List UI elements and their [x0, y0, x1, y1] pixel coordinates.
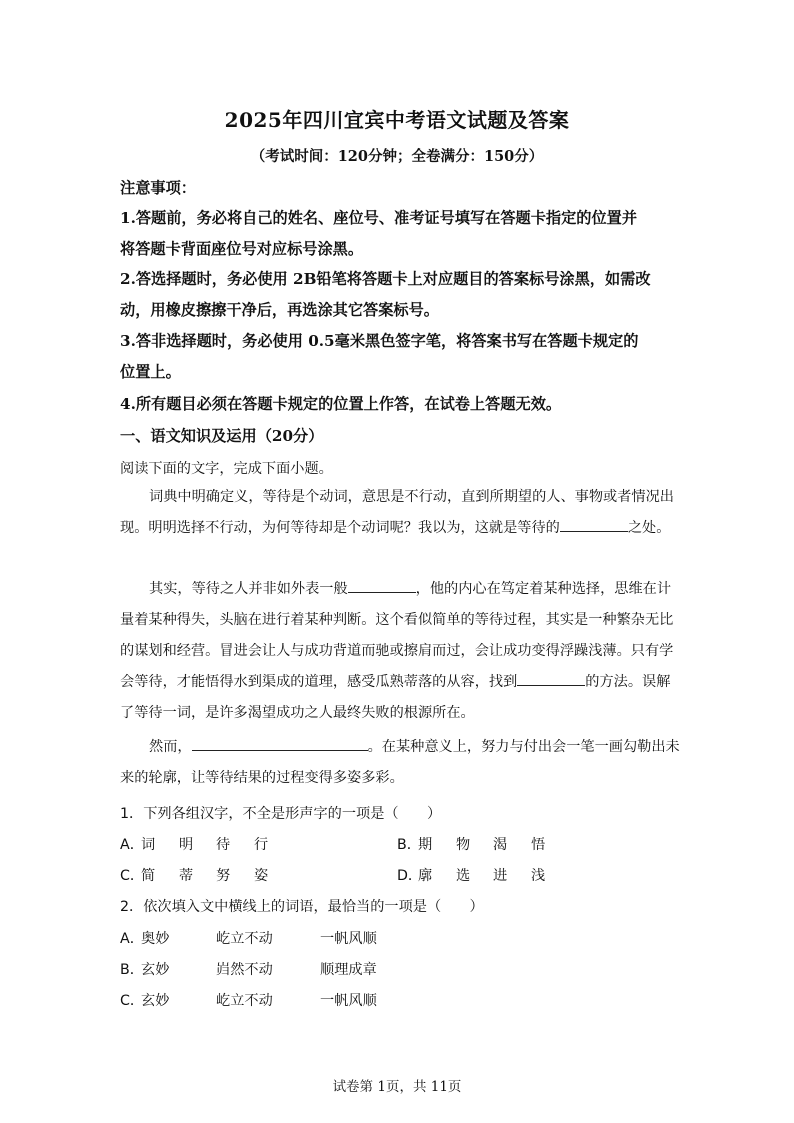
fill-blank — [560, 519, 628, 532]
fill-blank — [192, 738, 368, 751]
passage-text: 的方法。误解了等待一词，是许多渴望成功之人最终失败的根源所在。 — [120, 674, 671, 721]
page-footer: 试卷第 1页，共 11页 — [332, 1079, 462, 1095]
q1-option-b — [397, 834, 546, 854]
page-title: 2025年四川宜宾中考语文试题及答案 — [224, 108, 570, 132]
passage-text: 其实，等待之人并非如外表一般 — [149, 581, 348, 597]
option-char: 努 — [216, 868, 231, 884]
option-char: 进 — [493, 868, 508, 884]
option-char: 词 — [141, 837, 156, 853]
q1-option-d — [397, 865, 546, 885]
notice-item-2-line-1: 2.答选择题时，务必使用 2B铅笔将答题卡上对应题目的答案标号涂黑，如需改 — [120, 270, 651, 288]
notice-item-1-line-1: 1.答题前，务必将自己的姓名、座位号、准考证号填写在答题卡指定的位置并 — [120, 209, 638, 227]
notice-heading: 注意事项： — [120, 179, 196, 197]
option-char: 姿 — [254, 868, 269, 884]
passage-text: 然而， — [149, 739, 192, 755]
notice-item-3-line-1: 3.答非选择题时，务必使用 0.5毫米黑色签字笔，将答案书写在答题卡规定的 — [120, 332, 639, 350]
passage-text: 词典中明确定义，等待是个动词，意思是不行动，直到所期望的人、事物或者情况出现。明明选择不行动，为何等待却是个动词呢？我以为，这就是等待的 — [120, 489, 674, 536]
notice-item-3-line-2: 位置上。 — [120, 363, 181, 381]
option-label: B． — [120, 962, 144, 978]
option-char: 悟 — [531, 837, 546, 853]
option-phrase: 奥妙 — [141, 931, 170, 947]
option-phrase: 岿然不动 — [216, 962, 273, 978]
option-phrase: 玄妙 — [141, 962, 170, 978]
option-char: 廓 — [418, 868, 433, 884]
option-label: C． — [120, 993, 145, 1009]
question-1-stem: 1．下列各组汉字，不全是形声字的一项是（ ） — [120, 806, 442, 822]
fill-blank — [348, 580, 416, 593]
option-char: 期 — [418, 837, 433, 853]
passage-paragraph-1 — [120, 482, 680, 544]
q1-option-c — [120, 865, 269, 885]
fill-blank — [517, 673, 585, 686]
option-phrase: 屹立不动 — [216, 931, 273, 947]
reading-instruction: 阅读下面的文字，完成下面小题。 — [120, 461, 333, 477]
question-2-stem: 2．依次填入文中横线上的词语，最恰当的一项是（ ） — [120, 899, 484, 915]
option-label: D． — [397, 868, 423, 884]
passage-paragraph-3 — [120, 732, 680, 794]
option-phrase: 玄妙 — [141, 993, 170, 1009]
option-phrase: 顺理成章 — [320, 962, 377, 978]
option-char: 明 — [179, 837, 194, 853]
option-char: 简 — [141, 868, 156, 884]
option-phrase: 一帆风顺 — [320, 993, 377, 1009]
passage-text: 之处。 — [627, 520, 671, 536]
option-label: A． — [120, 837, 144, 853]
notice-item-1-line-2: 将答题卡背面座位号对应标号涂黑。 — [120, 240, 363, 258]
option-char: 选 — [456, 868, 471, 884]
q2-option-a — [120, 928, 377, 948]
option-label: A． — [120, 931, 144, 947]
option-char: 物 — [456, 837, 471, 853]
passage-paragraph-2 — [120, 574, 680, 729]
option-char: 行 — [254, 837, 269, 853]
passage-text: 。在某种意义上，努力与付出会一笔一画勾勒出未来的轮廓，让等待结果的过程变得多姿多彩。 — [120, 739, 680, 786]
section-heading: 一、语文知识及运用（20分） — [120, 427, 324, 445]
option-char: 蒂 — [179, 868, 194, 884]
q2-option-c — [120, 990, 377, 1010]
exam-info: （考试时间：120分钟；全卷满分：150分） — [250, 148, 544, 165]
notice-item-4: 4.所有题目必须在答题卡规定的位置上作答，在试卷上答题无效。 — [120, 395, 562, 413]
option-char: 浅 — [531, 868, 546, 884]
q2-option-b — [120, 959, 377, 979]
option-label: B． — [397, 837, 421, 853]
passage-text: ，他的内心在笃定着某种选择，思维在计量着某种得失，头脑在进行着某种判断。这个看似简单的等待过程，其实是一种繁杂无比的谋划和经营。冒进会让人与成功背道而驰或擦肩而过，会让成功变得浮躁浅薄。只有学会等待，才能悟得水到渠成的道理，感受瓜熟蒂落的从容，找到 — [120, 581, 674, 690]
notice-item-2-line-2: 动，用橡皮擦擦干净后，再选涂其它答案标号。 — [120, 301, 439, 319]
option-char: 渴 — [493, 837, 508, 853]
option-phrase: 一帆风顺 — [320, 931, 377, 947]
option-label: C． — [120, 868, 145, 884]
q1-option-a — [120, 834, 269, 854]
option-char: 待 — [216, 837, 231, 853]
option-phrase: 屹立不动 — [216, 993, 273, 1009]
